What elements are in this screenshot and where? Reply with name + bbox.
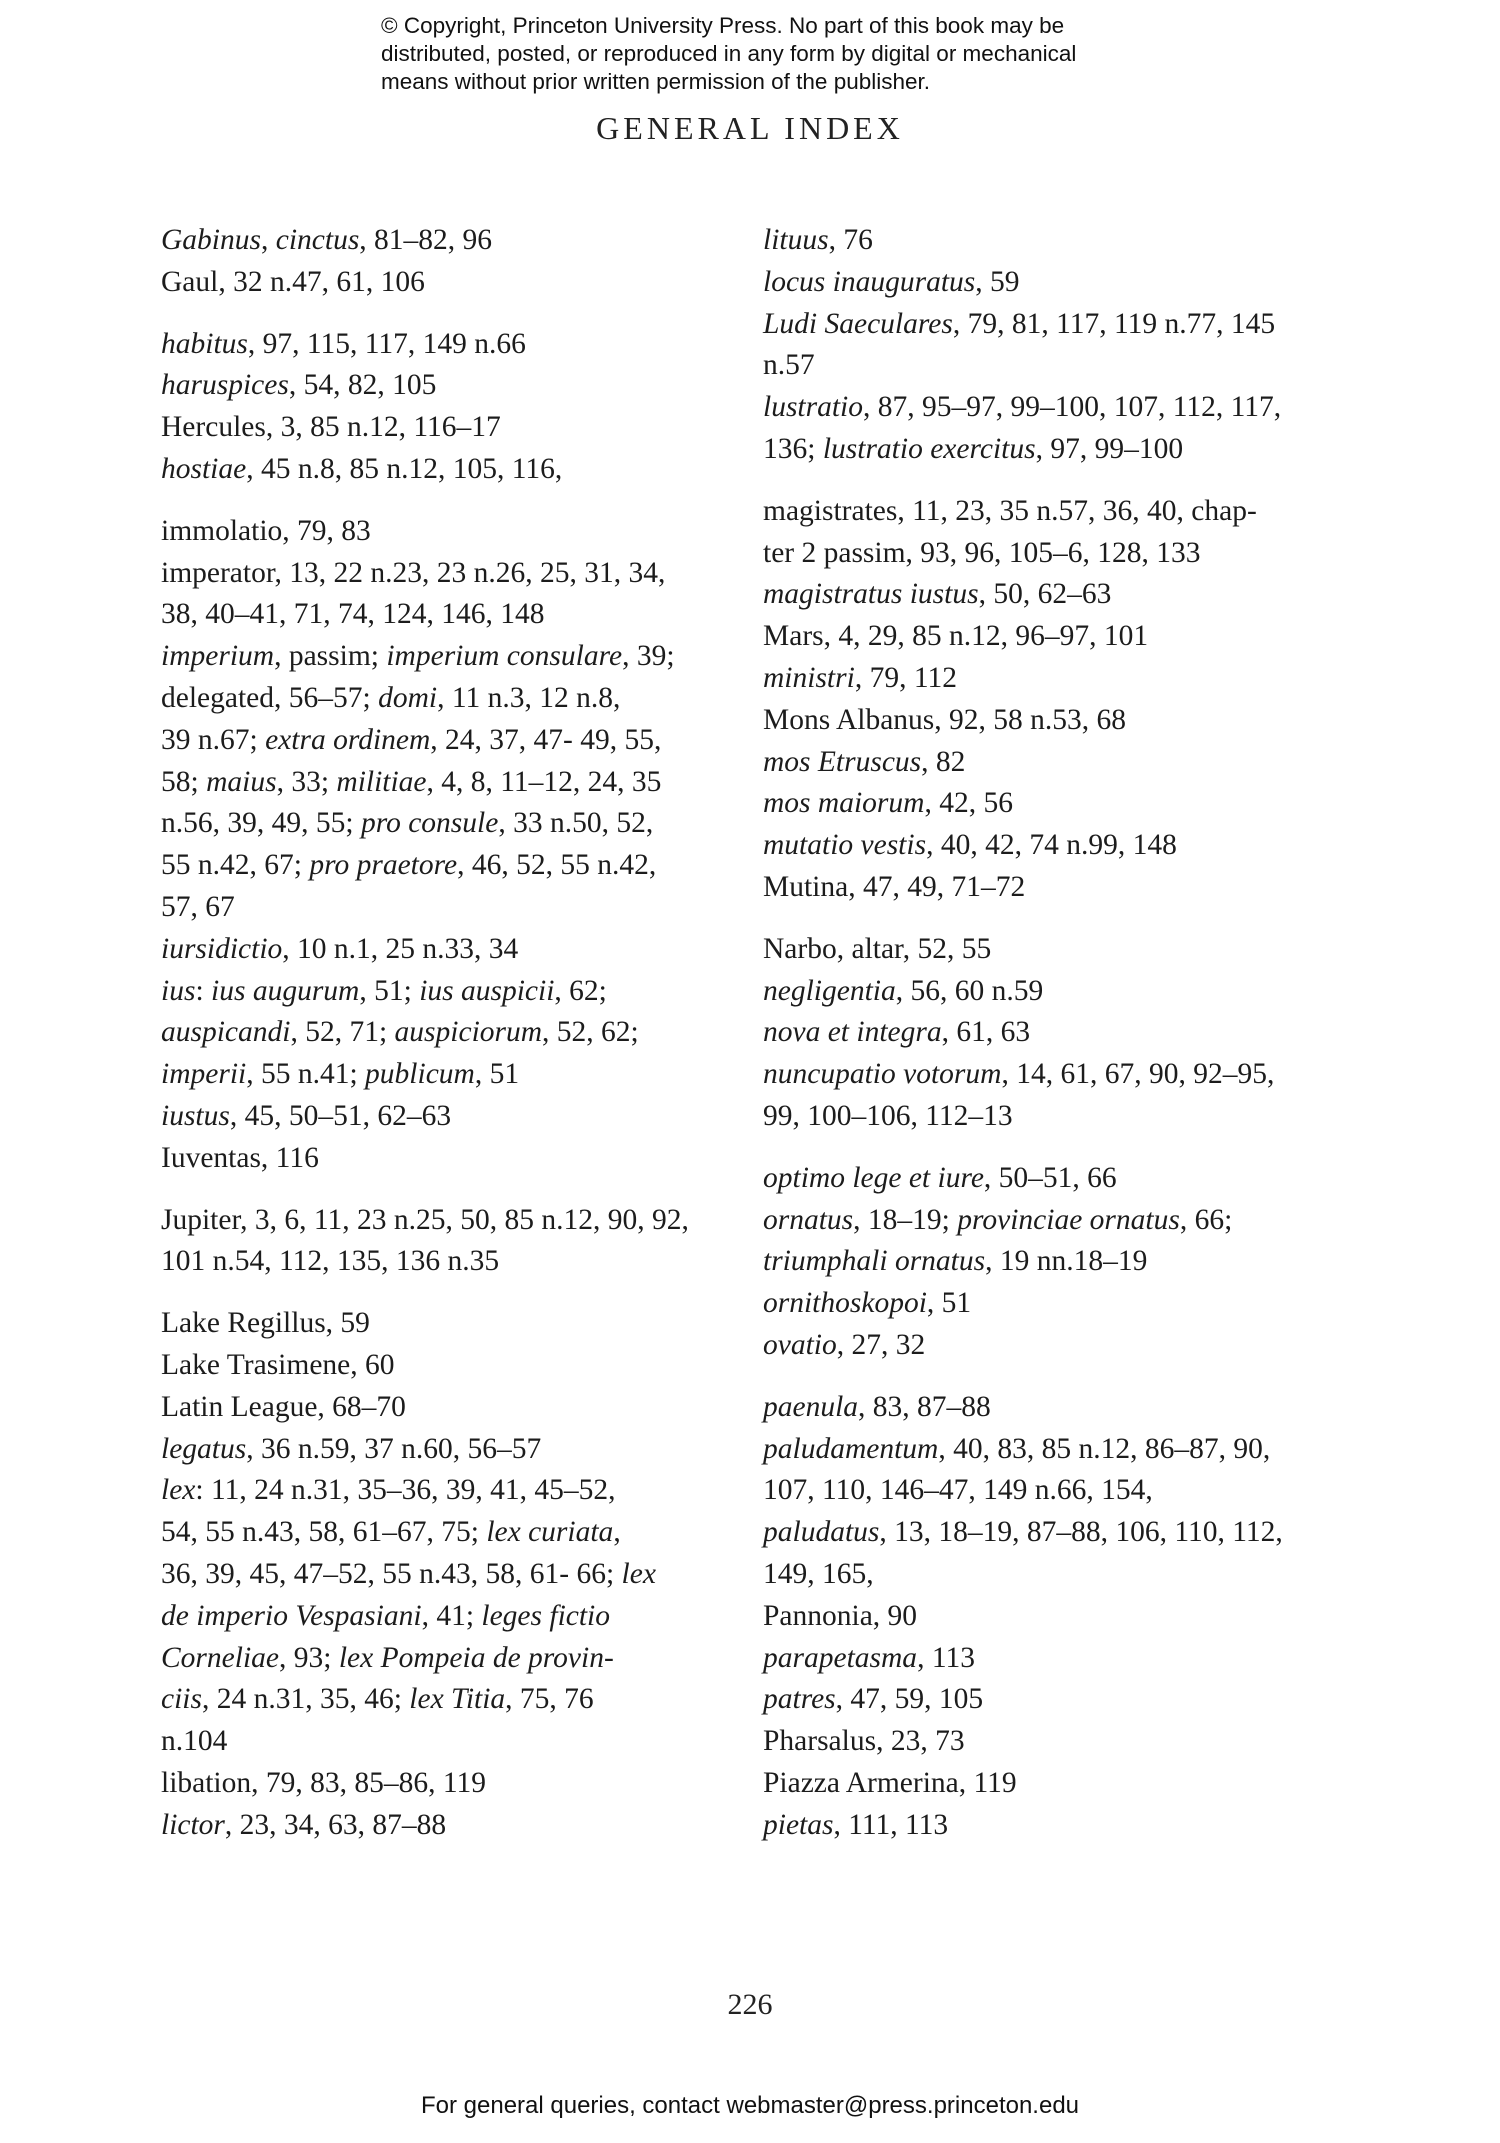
index-entry-continuation: 55 n.42, 67; pro praetore, 46, 52, 55 n.42,	[161, 849, 657, 882]
index-entry-line: lituus, 76	[763, 224, 873, 256]
index-entry	[161, 553, 741, 637]
index-entry-continuation: 57, 67	[161, 890, 235, 923]
index-entry-line: nuncupatio votorum, 14, 61, 67, 90, 92–95,	[763, 1058, 1275, 1091]
copyright-line: distributed, posted, or reproduced in any form by digital or mechanical	[381, 41, 1077, 66]
index-entry-line: pietas, 111, 113	[763, 1808, 949, 1841]
index-entry-continuation: ter 2 passim, 93, 96, 105–6, 128, 133	[763, 536, 1201, 569]
index-entry-line: parapetasma, 113	[763, 1641, 975, 1674]
index-entry-continuation: 107, 110, 146–47, 149 n.66, 154,	[763, 1474, 1153, 1507]
index-entry	[763, 1325, 1323, 1367]
index-entry	[763, 742, 1323, 784]
index-entry	[763, 1387, 1323, 1429]
index-entry-line: ornatus, 18–19; provinciae ornatus, 66;	[763, 1203, 1233, 1236]
index-entry-line: imperator, 13, 22 n.23, 23 n.26, 25, 31, 34,	[161, 556, 666, 589]
page-title: GENERAL INDEX	[596, 110, 904, 146]
index-entry-line: Gabinus, cinctus, 81–82, 96	[161, 224, 493, 256]
index-entry-line: Mutina, 47, 49, 71–72	[763, 870, 1026, 903]
index-entry-line: Pharsalus, 23, 73	[763, 1725, 965, 1758]
index-entry-continuation: n.104	[161, 1725, 228, 1758]
page-number: 226	[727, 1988, 773, 2021]
index-entry-continuation: 54, 55 n.43, 58, 61–67, 75; lex curiata,	[161, 1516, 621, 1549]
index-entry	[763, 262, 1323, 304]
index-entry-continuation: auspicandi, 52, 71; auspiciorum, 52, 62;	[161, 1016, 639, 1049]
index-entry	[763, 1596, 1323, 1638]
index-entry-line: Mons Albanus, 92, 58 n.53, 68	[763, 703, 1127, 736]
index-entry-line: magistrates, 11, 23, 35 n.57, 36, 40, chap-	[763, 494, 1257, 527]
index-entry	[763, 387, 1323, 471]
index-entry-line: imperium, passim; imperium consulare, 39;	[161, 640, 675, 673]
index-entry-line: Lake Trasimene, 60	[161, 1348, 395, 1381]
index-entry	[763, 1429, 1323, 1513]
index-entry-continuation: 38, 40–41, 71, 74, 124, 146, 148	[161, 598, 545, 631]
index-entry-line: locus inauguratus, 59	[763, 265, 1020, 298]
index-entry-line: lex: 11, 24 n.31, 35–36, 39, 41, 45–52,	[161, 1474, 616, 1507]
index-entry	[763, 616, 1323, 658]
index-entry	[763, 1200, 1323, 1284]
index-entry-continuation: imperii, 55 n.41; publicum, 51	[161, 1058, 520, 1091]
index-entry	[763, 971, 1323, 1013]
index-entry	[161, 1763, 741, 1805]
index-entry-line: Lake Regillus, 59	[161, 1307, 370, 1340]
index-entry	[763, 304, 1323, 388]
index-entry-continuation: 39 n.67; extra ordinem, 24, 37, 47- 49, 55,	[161, 723, 662, 756]
index-entry	[161, 220, 741, 262]
index-entry-line: ovatio, 27, 32	[763, 1328, 926, 1361]
index-entry	[161, 407, 741, 449]
index-entry	[763, 1721, 1323, 1763]
index-entry	[763, 1763, 1323, 1805]
index-entry-continuation: ciis, 24 n.31, 35, 46; lex Titia, 75, 76	[161, 1683, 594, 1716]
index-entry-line: immolatio, 79, 83	[161, 514, 371, 547]
index-entry	[161, 365, 741, 407]
index-column-right	[763, 220, 1323, 1846]
index-entry-line: Mars, 4, 29, 85 n.12, 96–97, 101	[763, 620, 1149, 653]
index-entry	[161, 636, 741, 929]
index-entry-line: Iuventas, 116	[161, 1141, 319, 1174]
index-entry	[161, 1470, 741, 1763]
index-entry-continuation: de imperio Vespasiani, 41; leges fictio	[161, 1599, 611, 1632]
index-entry	[763, 700, 1323, 742]
index-entry	[763, 1679, 1323, 1721]
index-entry-line: mos maiorum, 42, 56	[763, 787, 1013, 820]
index-entry-continuation: delegated, 56–57; domi, 11 n.3, 12 n.8,	[161, 681, 621, 714]
index-entry	[161, 1805, 741, 1847]
index-entry-line: ornithoskopoi, 51	[763, 1287, 972, 1320]
index-entry-continuation: 136; lustratio exercitus, 97, 99–100	[763, 432, 1184, 465]
footer-contact: For general queries, contact webmaster@press.princeton.edu	[420, 2092, 1080, 2119]
index-entry-line: patres, 47, 59, 105	[763, 1683, 984, 1716]
index-entry-continuation: Corneliae, 93; lex Pompeia de provin-	[161, 1641, 614, 1674]
index-entry-line: legatus, 36 n.59, 37 n.60, 56–57	[161, 1432, 542, 1465]
index-entry	[763, 783, 1323, 825]
copyright-line: means without prior written permission of the publisher.	[381, 69, 931, 94]
index-entry-line: ius: ius augurum, 51; ius auspicii, 62;	[161, 974, 607, 1007]
index-entry-line: paludamentum, 40, 83, 85 n.12, 86–87, 90,	[763, 1432, 1271, 1465]
index-entry-continuation: n.57	[763, 349, 815, 382]
index-entry-line: Gaul, 32 n.47, 61, 106	[161, 265, 425, 298]
index-entry	[763, 1283, 1323, 1325]
index-entry	[161, 1138, 741, 1180]
index-entry-line: Narbo, altar, 52, 55	[763, 932, 992, 965]
index-entry	[763, 1805, 1323, 1847]
index-entry-line: iustus, 45, 50–51, 62–63	[161, 1099, 452, 1132]
index-entry-line: iursidictio, 10 n.1, 25 n.33, 34	[161, 932, 519, 965]
index-entry	[161, 324, 741, 366]
index-entry	[763, 1512, 1323, 1596]
index-entry	[161, 1096, 741, 1138]
index-entry-line: lustratio, 87, 95–97, 99–100, 107, 112, 117,	[763, 391, 1282, 424]
index-entry-continuation: n.56, 39, 49, 55; pro consule, 33 n.50, 52,	[161, 807, 654, 840]
index-entry-continuation: 36, 39, 45, 47–52, 55 n.43, 58, 61- 66; lex	[161, 1557, 656, 1590]
index-entry-continuation: 149, 165,	[763, 1557, 874, 1590]
index-entry	[763, 1158, 1323, 1200]
index-entry-line: Ludi Saeculares, 79, 81, 117, 119 n.77, 145	[763, 307, 1276, 340]
index-entry-line: haruspices, 54, 82, 105	[161, 369, 437, 402]
index-entry	[763, 867, 1323, 909]
index-entry	[763, 929, 1323, 971]
index-entry	[161, 449, 741, 491]
index-entry-continuation: triumphali ornatus, 19 nn.18–19	[763, 1245, 1148, 1278]
index-entry	[763, 491, 1323, 575]
index-entry-line: Latin League, 68–70	[161, 1390, 406, 1423]
index-entry-line: Jupiter, 3, 6, 11, 23 n.25, 50, 85 n.12, 90, 92,	[161, 1203, 689, 1236]
index-entry-continuation: 58; maius, 33; militiae, 4, 8, 11–12, 24, 35	[161, 765, 662, 798]
index-entry-line: negligentia, 56, 60 n.59	[763, 974, 1044, 1007]
index-entry-line: Piazza Armerina, 119	[763, 1766, 1017, 1799]
index-entry	[763, 1638, 1323, 1680]
index-entry	[763, 1012, 1323, 1054]
index-entry-line: paenula, 83, 87–88	[763, 1390, 991, 1423]
index-entry	[763, 825, 1323, 867]
index-entry-line: mutatio vestis, 40, 42, 74 n.99, 148	[763, 829, 1177, 862]
index-entry-line: ministri, 79, 112	[763, 661, 957, 694]
index-entry	[161, 1303, 741, 1345]
index-entry-line: libation, 79, 83, 85–86, 119	[161, 1766, 487, 1799]
index-entry-line: optimo lege et iure, 50–51, 66	[763, 1161, 1117, 1194]
index-entry-continuation: 101 n.54, 112, 135, 136 n.35	[161, 1245, 500, 1278]
index-entry	[763, 658, 1323, 700]
index-entry-continuation: 99, 100–106, 112–13	[763, 1099, 1013, 1132]
index-entry	[161, 971, 741, 1096]
index-entry	[161, 511, 741, 553]
index-entry-line: Pannonia, 90	[763, 1599, 918, 1632]
index-entry	[161, 1200, 741, 1284]
index-column-left	[161, 220, 741, 1846]
index-entry	[161, 1387, 741, 1429]
index-entry-line: Hercules, 3, 85 n.12, 116–17	[161, 411, 501, 444]
copyright-notice	[381, 12, 1281, 96]
index-entry	[763, 220, 1323, 262]
index-entry	[161, 1429, 741, 1471]
index-entry	[161, 929, 741, 971]
index-entry-line: nova et integra, 61, 63	[763, 1016, 1031, 1049]
index-entry	[763, 1054, 1323, 1138]
index-entry-line: magistratus iustus, 50, 62–63	[763, 578, 1112, 611]
index-entry-line: hostiae, 45 n.8, 85 n.12, 105, 116,	[161, 452, 563, 485]
copyright-line: © Copyright, Princeton University Press. No part of this book may be	[381, 13, 1065, 38]
index-entry-line: paludatus, 13, 18–19, 87–88, 106, 110, 112,	[763, 1516, 1283, 1549]
index-entry-line: mos Etruscus, 82	[763, 745, 966, 778]
index-entry	[763, 574, 1323, 616]
index-entry-line: lictor, 23, 34, 63, 87–88	[161, 1808, 447, 1841]
index-entry	[161, 1345, 741, 1387]
index-entry-line: habitus, 97, 115, 117, 149 n.66	[161, 327, 526, 360]
index-entry	[161, 262, 741, 304]
